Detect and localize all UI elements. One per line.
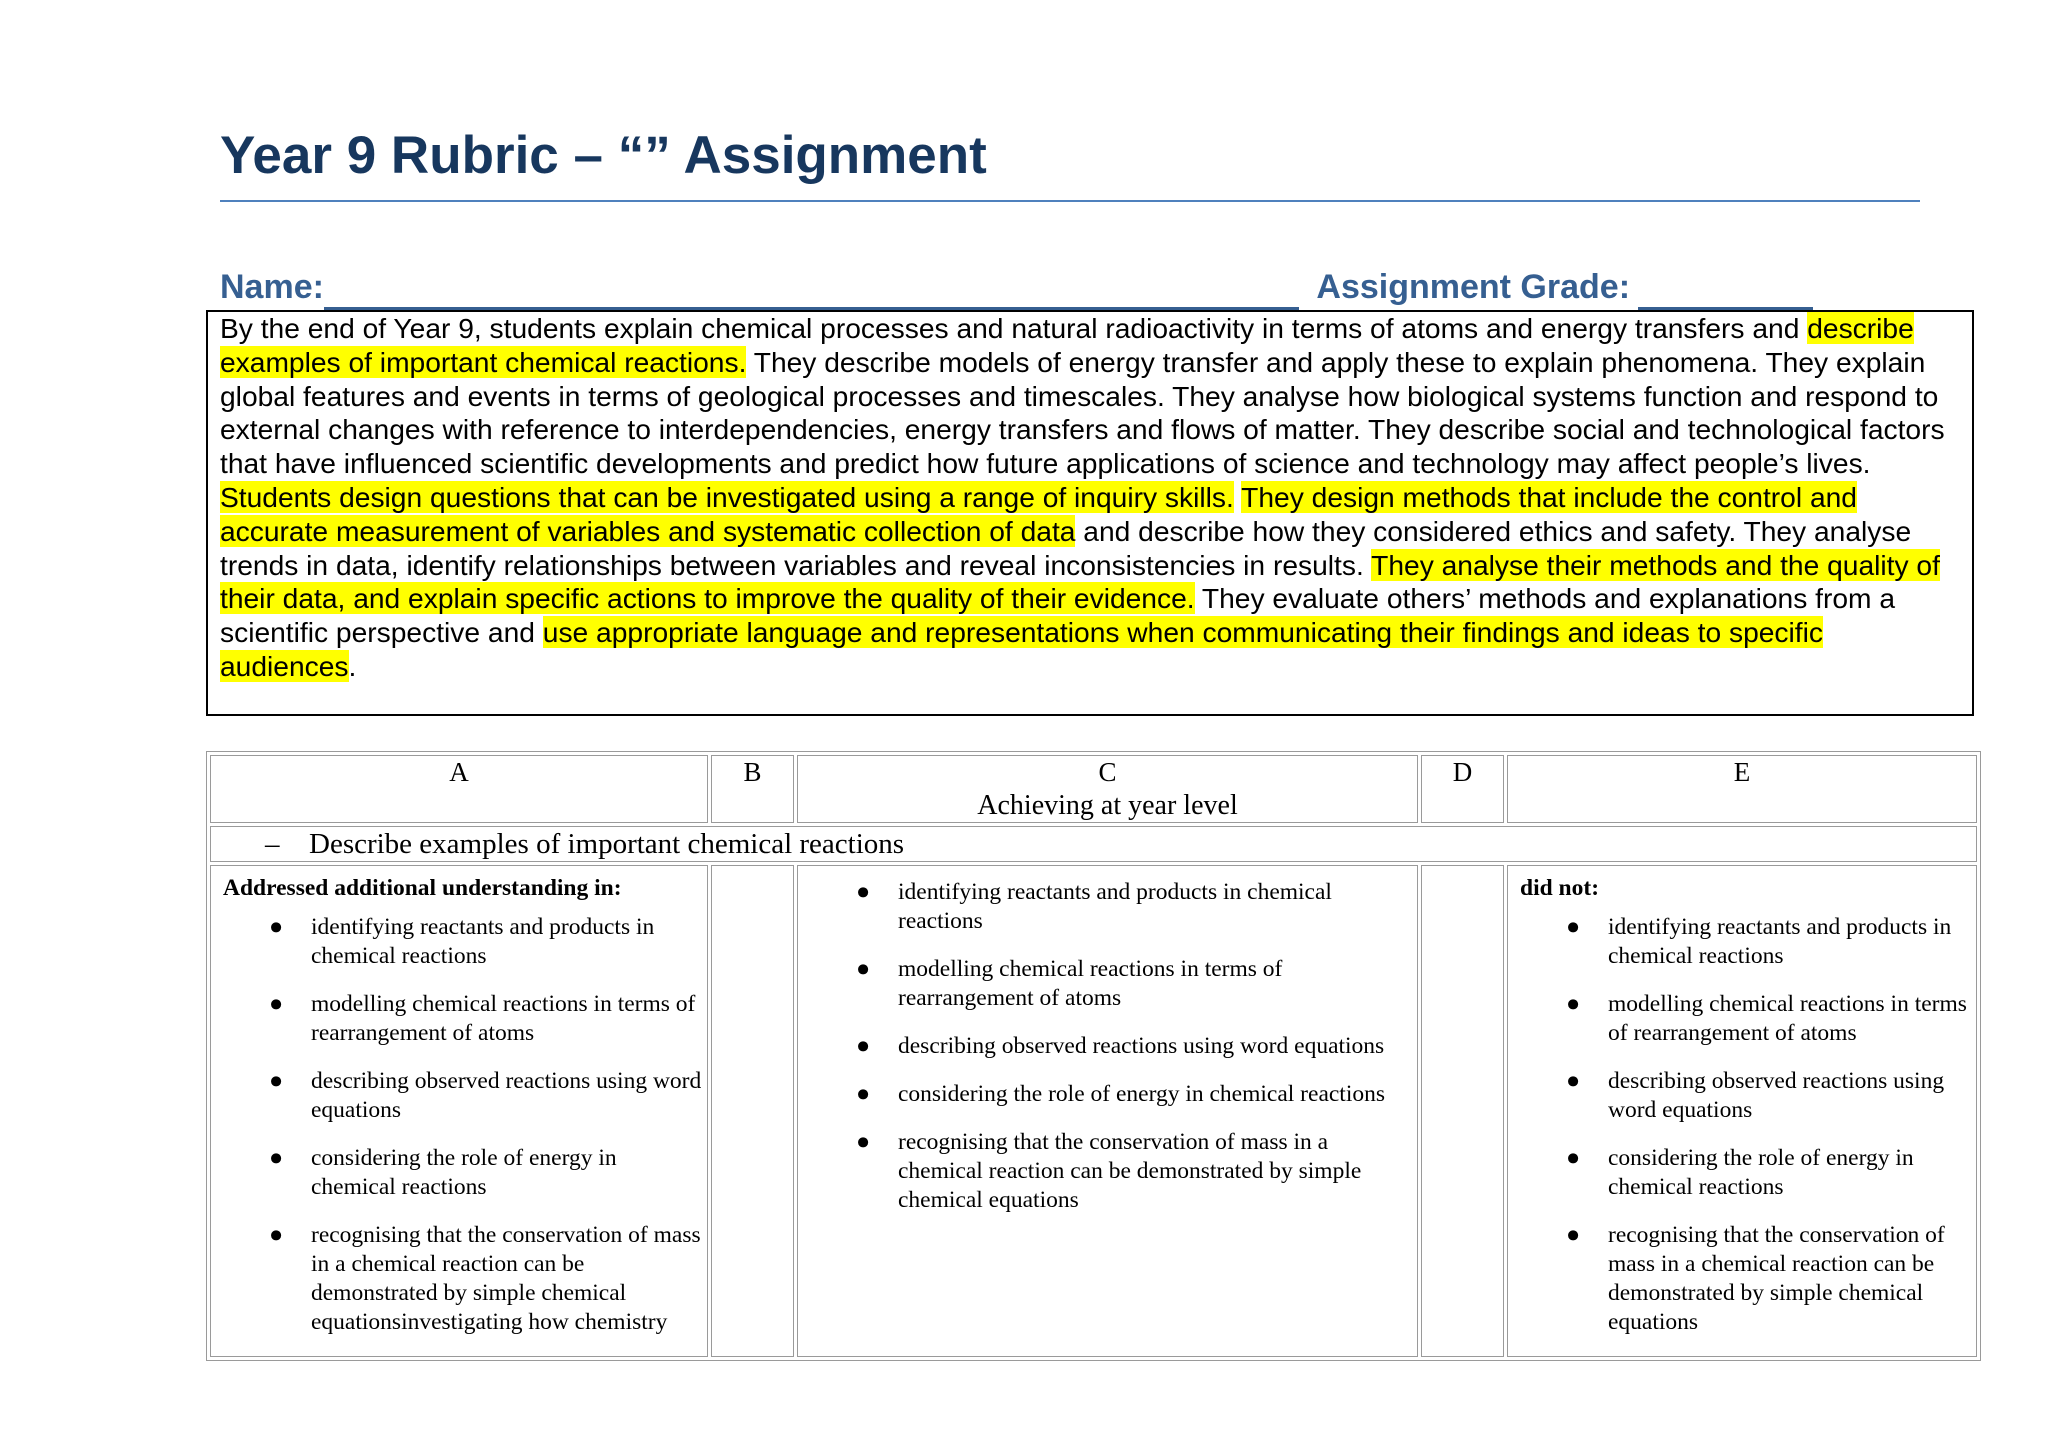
standard-text: They describe models of energy transfer and apply these to explain phenomena. They explain global features and events in terms of geological processes and timescales. They analyse how biological systems function and respond to external changes with reference to interdependencies, energy transfers and flows of matter. They describe social and technological factors that have influenced scientific developments and predict how future applications of science and technology may affect people’s lives. xyxy=(220,345,1945,480)
grade-header-b: B xyxy=(711,755,794,823)
bullet-icon: ● xyxy=(856,1129,871,1155)
list-item xyxy=(269,1144,703,1202)
grade-e-descriptor xyxy=(1507,865,1977,1357)
grade-header-e: E xyxy=(1507,755,1977,823)
grade-blank[interactable] xyxy=(1638,273,1813,310)
list-item-text: describing observed reactions using word equations xyxy=(311,1068,702,1123)
achievement-standard-box xyxy=(206,310,1974,716)
list-item-text: identifying reactants and products in chemical reactions xyxy=(1608,914,1952,969)
highlighted-text: describe examples of important chemical reactions. xyxy=(220,312,1914,378)
list-item-text: considering the role of energy in chemical reactions xyxy=(898,1081,1386,1107)
bullet-icon: ● xyxy=(269,914,284,940)
list-item-text: modelling chemical reactions in terms of rearrangement of atoms xyxy=(898,956,1283,1011)
name-grade-line xyxy=(220,264,1813,310)
grade-c-descriptor xyxy=(797,865,1418,1357)
list-item xyxy=(269,990,703,1048)
bullet-icon: ● xyxy=(1566,1222,1581,1248)
bullet-icon: ● xyxy=(1566,1068,1581,1094)
list-item xyxy=(1566,1067,1972,1125)
rubric-table xyxy=(206,751,1981,1361)
list-item xyxy=(269,1067,703,1125)
list-item-text: identifying reactants and products in chemical reactions xyxy=(898,879,1332,934)
list-item-text: identifying reactants and products in chemical reactions xyxy=(311,914,655,969)
criterion-row xyxy=(210,826,1977,862)
highlighted-text: They design methods that include the control and accurate measurement of variables and systematic collection of data xyxy=(220,480,1857,547)
page-title: Year 9 Rubric – “” Assignment xyxy=(220,126,987,185)
bullet-icon: ● xyxy=(269,1222,284,1248)
list-item xyxy=(1566,990,1972,1048)
grade-e-list xyxy=(1508,913,1976,1337)
bullet-icon: ● xyxy=(269,1145,284,1171)
standard-text: By the end of Year 9, students explain chemical processes and natural radioactivity in terms of atoms and energy transfers and xyxy=(220,312,1808,344)
grade-e-heading: did not: xyxy=(1520,875,1600,901)
list-item xyxy=(856,1128,1413,1215)
grade-header-c-subtitle: Achieving at year level xyxy=(977,790,1238,821)
bullet-icon: ● xyxy=(1566,991,1581,1017)
list-item-text: recognising that the conservation of mass in a chemical reaction can be demonstrated by simple chemical equationsinvestigating how chemistry xyxy=(311,1222,701,1335)
list-item-text: describing observed reactions using word equations xyxy=(898,1033,1385,1059)
bullet-icon: ● xyxy=(856,1033,871,1059)
criteria-body-row xyxy=(210,865,1977,1357)
name-blank[interactable] xyxy=(324,273,1299,310)
standard-text: They evaluate others’ methods and explanations from a scientific perspective and xyxy=(220,582,1896,649)
criterion-text: Describe examples of important chemical reactions xyxy=(309,828,905,860)
list-item-text: recognising that the conservation of mass in a chemical reaction can be demonstrated by simple chemical equations xyxy=(898,1129,1362,1213)
grade-a-heading: Addressed additional understanding in: xyxy=(223,875,622,901)
standard-text: . xyxy=(348,649,357,682)
grade-a-descriptor xyxy=(210,865,708,1357)
grade-a-list xyxy=(211,913,707,1337)
name-label: Name: xyxy=(220,268,324,306)
grade-header-c xyxy=(797,755,1418,823)
list-item xyxy=(856,878,1413,936)
grade-header-a: A xyxy=(210,755,708,823)
bullet-icon: ● xyxy=(856,1081,871,1107)
list-item xyxy=(1566,913,1972,971)
bullet-icon: ● xyxy=(269,1068,284,1094)
list-item-text: considering the role of energy in chemical reactions xyxy=(1608,1145,1914,1200)
list-item xyxy=(856,1032,1413,1061)
bullet-icon: ● xyxy=(856,956,871,982)
grade-label: Assignment Grade: xyxy=(1316,268,1631,306)
highlighted-text: They analyse their methods and the quality of their data, and explain specific actions to improve the quality of their evidence. xyxy=(220,548,1940,615)
highlighted-text: Students design questions that can be investigated using a range of inquiry skills. xyxy=(220,480,1234,513)
bullet-icon: ● xyxy=(1566,1145,1581,1171)
grade-header-d: D xyxy=(1421,755,1504,823)
grade-d-descriptor xyxy=(1421,865,1504,1357)
criterion-cell xyxy=(210,826,1977,862)
list-item xyxy=(856,955,1413,1013)
list-item-text: describing observed reactions using word equations xyxy=(1608,1068,1945,1123)
list-item xyxy=(1566,1144,1972,1202)
bullet-icon: ● xyxy=(1566,914,1581,940)
bullet-icon: ● xyxy=(269,991,284,1017)
list-item-text: modelling chemical reactions in terms of rearrangement of atoms xyxy=(1608,991,1967,1046)
grade-c-list xyxy=(798,878,1417,1215)
standard-text: and describe how they considered ethics and safety. They analyse trends in data, identify relationships between variables and reveal inconsistencies in results. xyxy=(220,514,1912,581)
list-item xyxy=(269,1221,703,1337)
grade-header-c-letter: C xyxy=(1098,757,1117,787)
list-item xyxy=(269,913,703,971)
standard-paragraph-1 xyxy=(220,312,1962,481)
bullet-icon: ● xyxy=(856,879,871,905)
highlighted-text: use appropriate language and representations when communicating their findings and ideas to specific audiences xyxy=(220,616,1823,682)
standard-paragraph-2 xyxy=(220,481,1962,684)
criterion-dash: – xyxy=(265,828,280,860)
list-item xyxy=(856,1080,1413,1109)
grade-header-row xyxy=(210,755,1977,823)
list-item-text: considering the role of energy in chemical reactions xyxy=(311,1145,617,1200)
list-item xyxy=(1566,1221,1972,1337)
list-item-text: modelling chemical reactions in terms of rearrangement of atoms xyxy=(311,991,696,1046)
title-divider xyxy=(220,200,1920,202)
list-item-text: recognising that the conservation of mass in a chemical reaction can be demonstrated by simple chemical equations xyxy=(1608,1222,1945,1335)
grade-b-descriptor xyxy=(711,865,794,1357)
